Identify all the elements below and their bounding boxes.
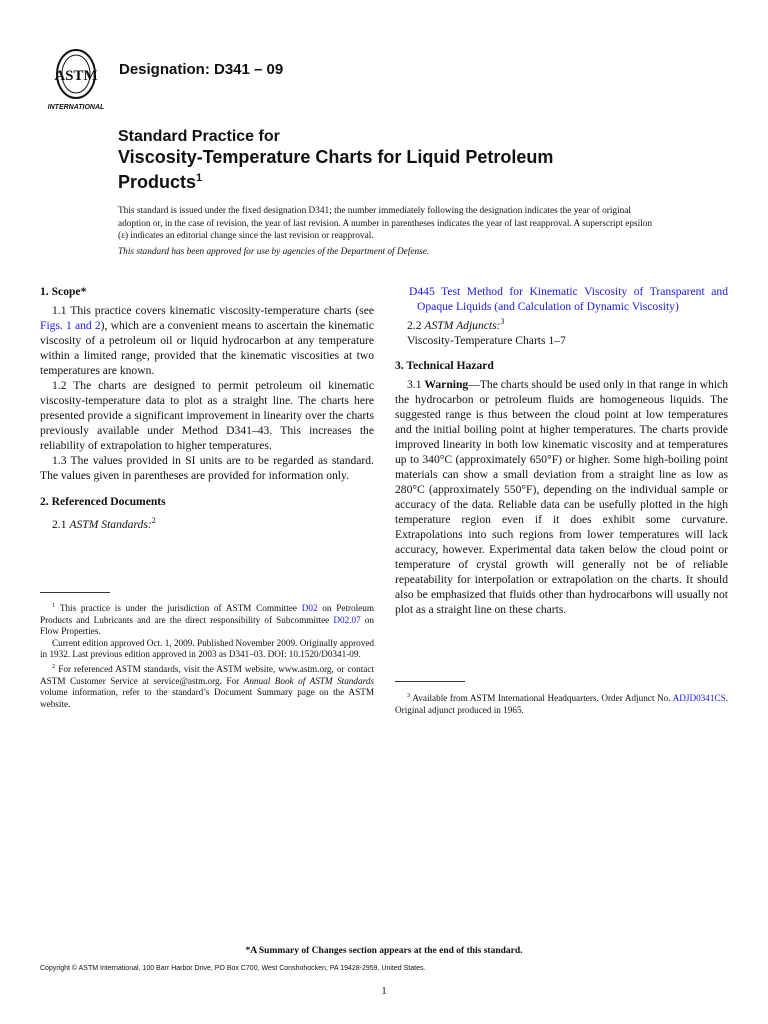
footnote-ref-3[interactable]: 3 — [500, 317, 505, 326]
section-1-3: 1.3 The values provided in SI units are to be regarded as standard. The values given in parentheses are provided for information only. — [40, 454, 374, 482]
scope-heading: 1. Scope* — [40, 285, 87, 298]
footnote-2: $^2$ For referenced ASTM standards, visit the ASTM website, www.astm.org, or contact ASTM Customer Service at service@astm.org. For Annual Book of ASTM Standards volume information, refer to the standard’s Document Summary page on the ASTM website. — [40, 663, 374, 709]
footnote-ref-2[interactable]: 2 — [151, 516, 156, 525]
footnote-3: $^3$ Available from ASTM International Headquarters. Order Adjunct No. ADJD0341CS. Original adjunct produced in 1965. — [395, 692, 728, 715]
approval-statement: This standard has been approved for use by agencies of the Department of Defense. — [118, 247, 430, 257]
figs-link[interactable]: Figs. 1 and 2 — [40, 319, 101, 332]
astm-logo — [40, 48, 112, 112]
referenced-documents-heading: 2. Referenced Documents — [40, 495, 166, 508]
title-footnote-ref[interactable]: 1 — [196, 172, 203, 184]
adjunct-item: Viscosity-Temperature Charts 1–7 — [407, 333, 566, 347]
footnotes-right — [395, 690, 728, 716]
section-1-2: 1.2 The charts are designed to permit petroleum oil kinematic viscosity-temperature data to plot as a straight line. The charts here presented provide a significant improvement in linearity over the charts previously available under Method D341–43. This increases the reliability of extrapolation to higher temperatures. — [40, 379, 374, 452]
page-number: 1 — [381, 985, 387, 997]
designation: Designation: D341 – 09 — [119, 61, 284, 78]
svg-text:INTERNATIONAL: INTERNATIONAL — [47, 104, 105, 111]
right-column — [395, 284, 728, 617]
section-3-1: 3.1 Warning—The charts should be used only in that range in which the hydrocarbon or petroleum fluids are homogeneous liquids. The suggested range is thus between the cloud point at low temperatures and the initial boiling point at higher temperatures. The charts provide improved linearity in both low kinematic viscosity and at temperatures up to 340°C (approximately 650°F) or higher. Some high-boiling point materials can show a small deviation from a straight line as low as 280°C (approximately 550°F), depending on the individual sample or accuracy of the data. Reliable data can be usefully plotted in the high temperature region even if it does exhibit some curvature. Extrapolations into such regions from lower temperatures will lack accuracy, however. Experimental data taken below the cloud point or temperature of crystal growth will generally not be of reliable repeatability for interpolation or extrapolation on the charts. It should also be emphasized that fluids other than hydrocarbons will usually not plot as a straight line on these charts. — [395, 377, 729, 616]
footnote-1-edition: Current edition approved Oct. 1, 2009. Published November 2009. Originally approved in 1932. Last previous edition approved in 2003 as D341–03. DOI: 10.1520/D0341-09. — [40, 637, 374, 660]
footnote-1: $^1$ This practice is under the jurisdiction of ASTM Committee D02 on Petroleum Products and Lubricants and are the direct responsibility of Subcommittee D02.07 on Flow Properties. — [40, 602, 375, 637]
section-2-2: 2.2 ASTM Adjuncts:$^3$ — [407, 317, 505, 332]
footnote-divider — [40, 592, 110, 593]
title-line-2: Viscosity-Temperature Charts for Liquid Petroleum — [118, 147, 554, 167]
d02-link[interactable]: D02 — [301, 603, 318, 614]
issuance-statement: This standard is issued under the fixed designation D341; the number immediately following the designation indicates the year of original adoption or, in the case of revision, the year of last revision. A number in parentheses indicates the year of last reapproval. A superscript epsilon (ε) indicates an editorial change since the last revision or reapproval. — [118, 206, 653, 241]
section-1-1: 1.1 This practice covers kinematic viscosity-temperature charts (see Figs. 1 and 2), which are a convenient means to ascertain the kinematic viscosity of a petroleum oil or liquid hydrocarbon at any temperature within a limited range, provided that the kinematic viscosities at two temperatures are known. — [40, 304, 374, 377]
left-column — [40, 284, 374, 532]
d445-title-link[interactable]: Test Method for Kinematic Viscosity of Transparent and Opaque Liquids (and Calculation of Dynamic Viscosity) — [417, 285, 728, 313]
section-2-1: 2.1 ASTM Standards:$^2$ — [52, 516, 156, 531]
adjunct-link[interactable]: ADJD0341CS — [672, 693, 726, 704]
title-line-3: Products$^1$ — [118, 172, 203, 192]
d445-reference — [395, 284, 728, 314]
footnote-divider — [395, 681, 465, 682]
copyright: Copyright © ASTM International, 100 Barr Harbor Drive, PO Box C700, West Conshohocken, PA 19428-2959, United States. — [40, 965, 426, 972]
svg-text:ASTM: ASTM — [54, 68, 98, 84]
d445-link[interactable]: D445 — [409, 285, 435, 298]
title-line-1: Standard Practice for — [118, 128, 280, 145]
summary-of-changes-note: *A Summary of Changes section appears at the end of this standard. — [245, 946, 523, 956]
footnotes-left — [40, 600, 374, 710]
technical-hazard-heading: 3. Technical Hazard — [395, 358, 494, 372]
d02-07-link[interactable]: D02.07 — [333, 614, 361, 625]
document-title — [118, 127, 718, 193]
